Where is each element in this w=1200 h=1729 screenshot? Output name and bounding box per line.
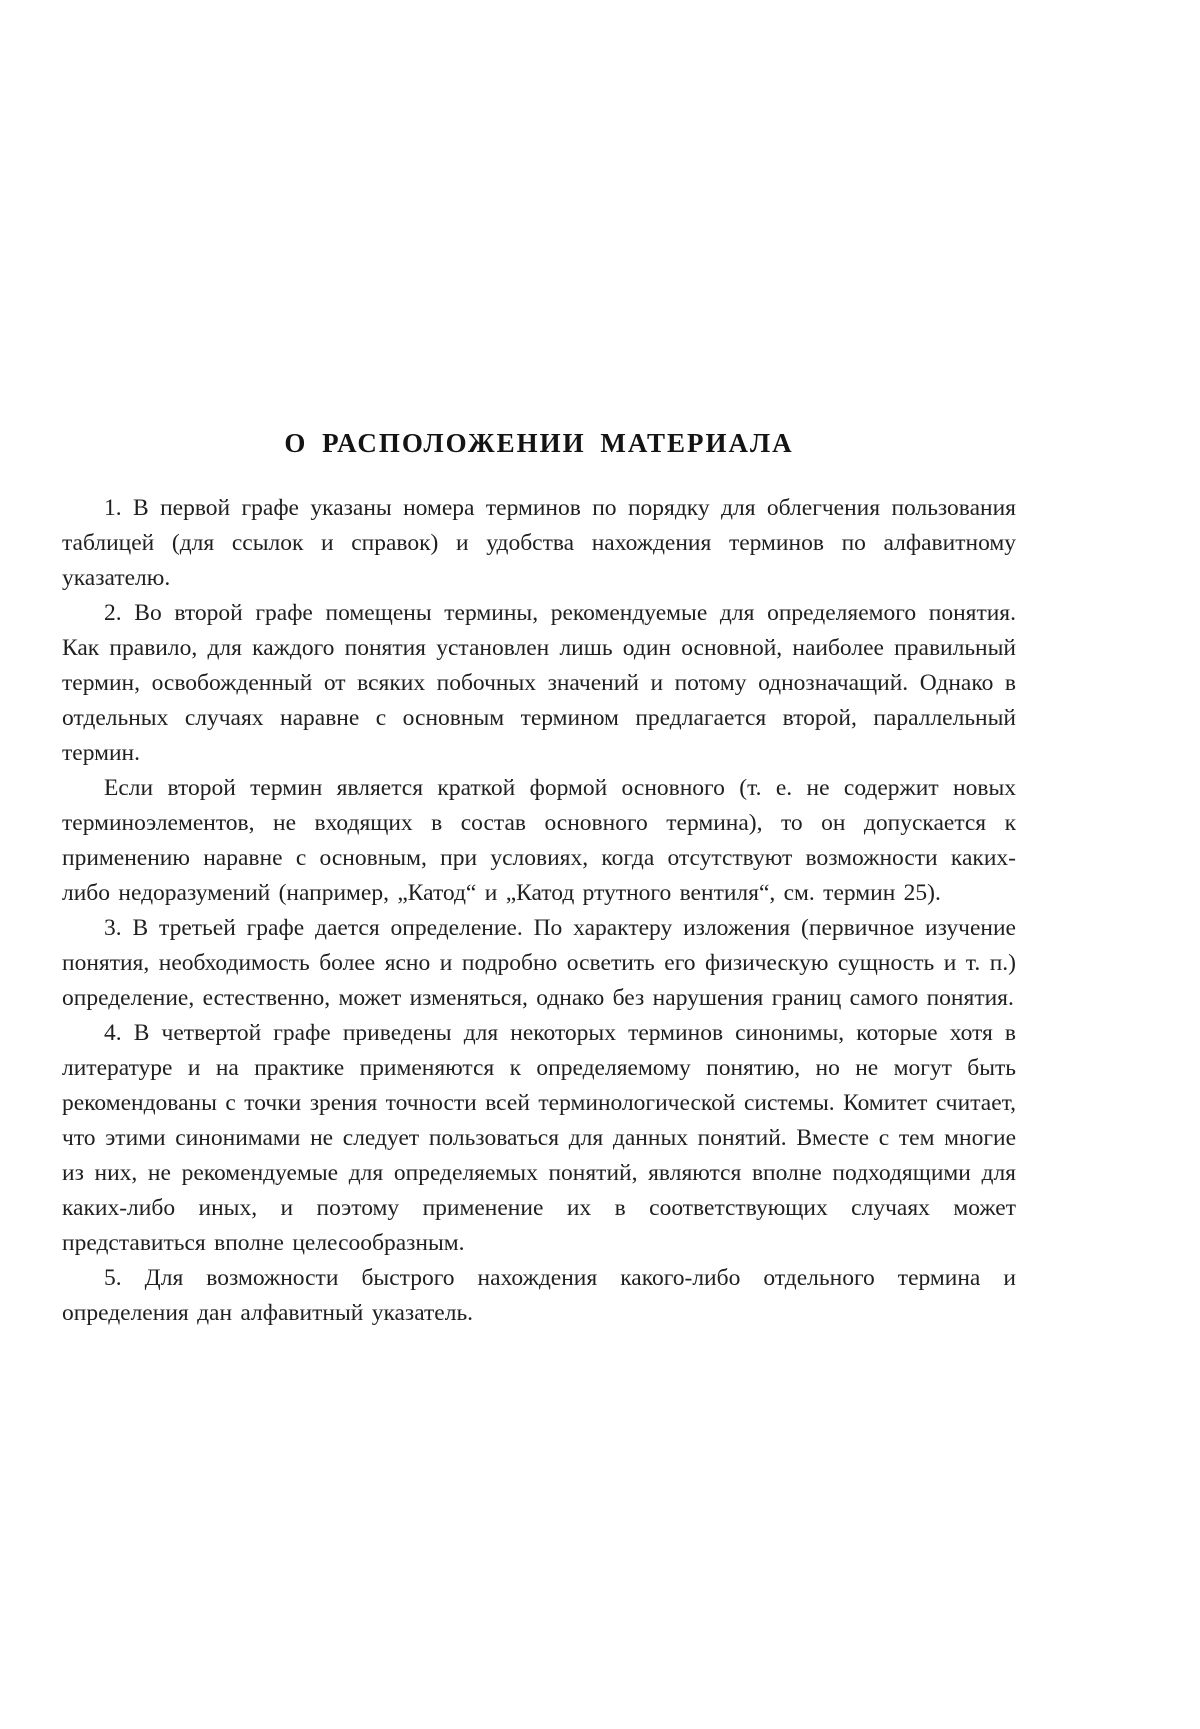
paragraph-6: 5. Для возможности быстрого нахождения какого-либо отдельного термина и определения дан алфавитный указатель. [62,1265,1016,1326]
page-title: О РАСПОЛОЖЕНИИ МАТЕРИАЛА [284,428,794,458]
paragraph-1: 1. В первой графе указаны номера терминов по порядку для облегчения пользования таблицей (для ссылок и справок) и удобства нахождения терминов по алфавитному указателю. [62,495,1016,591]
paragraph-4: 3. В третьей графе дается определение. По характеру изложения (первичное изучение понятия, необходимость более ясно и подробно осветить его физическую сущность и т. п.) определение, естественно, может изменяться, однако без нарушения границ самого понятия. [62,915,1016,1011]
text-block [62,428,1016,1331]
paragraph-2: 2. Во второй графе помещены термины, рекомендуемые для определяемого понятия. Как правило, для каждого понятия установлен лишь один основной, наиболее правильный термин, освобожденный от всяких побочных значений и потому однозначащий. Однако в отдельных случаях наравне с основным термином предлагается второй, параллельный термин. [62,600,1016,766]
paragraph-3: Если второй термин является краткой формой основного (т. е. не содержит новых терминоэлементов, не входящих в состав основного термина), то он допускается к применению наравне с основным, при условиях, когда отсутствуют возможности каких-либо недоразумений (например, „Катод“ и „Катод ртутного вентиля“, см. термин 25). [62,775,1016,906]
paragraph-5: 4. В четвертой графе приведены для некоторых терминов синонимы, которые хотя в литературе и на практике применяются к определяемому понятию, но не могут быть рекомендованы с точки зрения точности всей терминологической системы. Комитет считает, что этими синонимами не следует пользоваться для данных понятий. Вместе с тем многие из них, не рекомендуемые для определяемых понятий, являются вполне подходящими для каких-либо иных, и поэтому применение их в соответствующих случаях может представиться вполне целесообразным. [62,1020,1016,1256]
